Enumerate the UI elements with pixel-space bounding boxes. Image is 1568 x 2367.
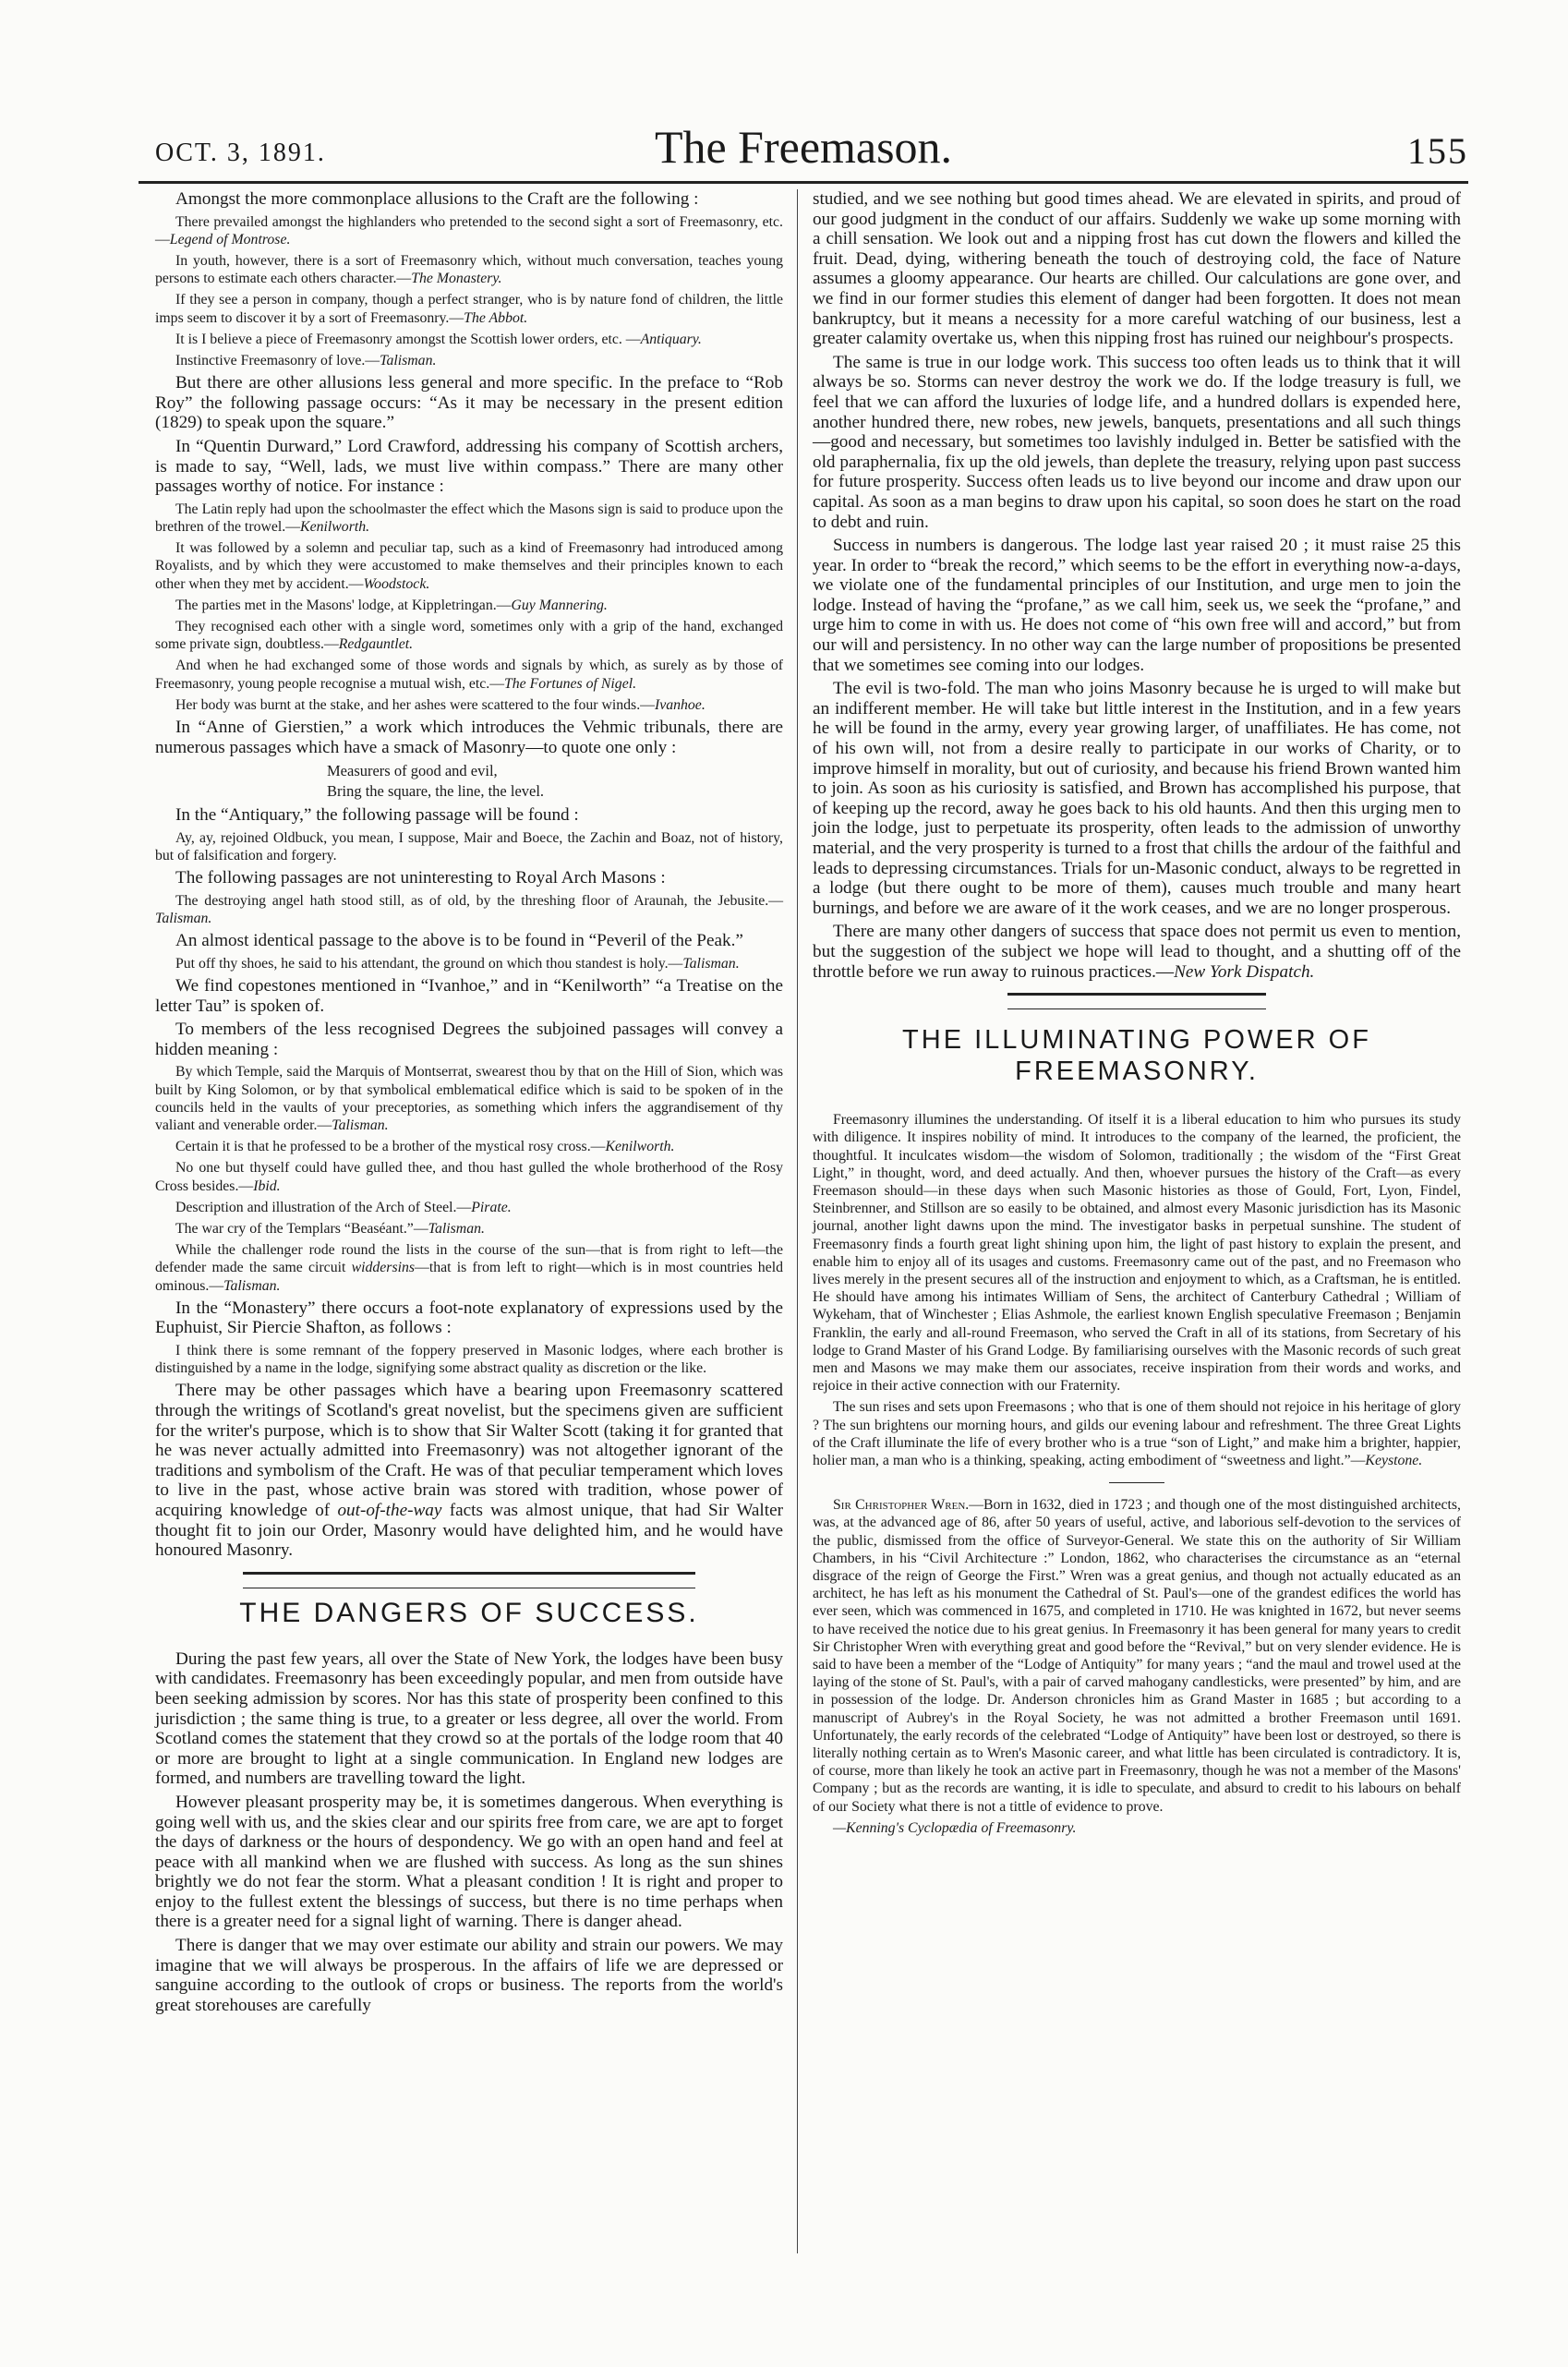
paragraph: The following passages are not uninteresting to Royal Arch Masons :	[175, 868, 666, 888]
wren-article	[813, 1496, 1461, 1837]
dangers-article	[155, 1649, 783, 2016]
section-divider	[1109, 1482, 1164, 1483]
quotation: And when he had exchanged some of those words and signals by which, as surely as by those of Freemasonry, young people recognise a mutual wish, etc.—The Fortunes of Nigel.	[155, 658, 783, 692]
column-divider	[797, 189, 798, 2253]
quotation: It is I believe a piece of Freemasonry amongst the Scottish lower orders, etc. —Antiquary.	[175, 331, 702, 347]
verse	[155, 761, 783, 802]
paragraph: There is danger that we may over estimate our ability and strain our powers. We may imagine that we will always be prosperous. In the affairs of life we are depressed or sanguine according to the outlook of crops or business. The reports from the world's great storehouses are carefully	[155, 1936, 783, 2015]
quotation: The war cry of the Templars “Beaséant.”—Talisman.	[175, 1221, 485, 1237]
quotation: The parties met in the Masons' lodge, at Kippletringan.—Guy Mannering.	[175, 597, 608, 613]
quotation: It was followed by a solemn and peculiar tap, such as a kind of Freemasonry had introduced among Royalists, and by which they were accustomed to make themselves and their principles known to each other when they met by accident.—Woodstock.	[155, 540, 783, 592]
paragraph: The same is true in our lodge work. This success too often leads us to think that it will always be so. Storms can never destroy the work we do. If the lodge treasury is full, we feel that we can afford the luxuries of lodge life, and a hundred dollars is expended here, another hundred there, new robes, new jewels, banquets, presentations and all such things—good and necessary, but sometimes too lavishly indulged in. Better be satisfied with the old paraphernalia, fix up the old jewels, than deplete the treasury, relying upon past success for future prosperity. Success often leads us to live beyond our income and draw upon our capital. As soon as a man begins to draw upon his capital, so soon does he start on the road to debt and ruin.	[813, 352, 1461, 532]
illuminating-article	[813, 1111, 1461, 1469]
quotation: In youth, however, there is a sort of Freemasonry which, without much conversation, teaches young persons to estimate each others character.—The Monastery.	[155, 253, 783, 287]
paragraph: Freemasonry illumines the understanding. Of itself it is a liberal education to him who pursues its study with diligence. It inspires nobility of mind. It introduces to the company of the learned, the proficient, the thoughtful. It inculcates wisdom—the wisdom of Solomon, traditionally ; the wisdom of the “First Great Light,” in thought, word, and deed actually. And then, whoever pursues the history of the Craft—as every Freemason should—in these days when such Masonic histories as those of Gould, Fort, Lyon, Findel, Steinbrenner, and Stillson are so easily to be obtained, and almost every Masonic jurisdiction has its Masonic journal, another light dawns upon the mind. The investigator basks in perpetual sunshine. The student of Freemasonry finds a fourth great light shining upon him, the light of past history to explain the present, and enable him to enjoy all of its usages and customs. Freemasonry came out of the past, and no Freemason who lives merely in the present secures all of the instruction and enjoyment to which, as a Craftsman, he is entitled. He should have among his intimates William of Sens, the architect of Canterbury Cathedral ; William of Wykeham, that of Winchester ; Elias Ashmole, the earliest known English speculative Freemason ; Benjamin Franklin, the early and all-round Freemason, who served the Craft in all of its stations, from Secretary of his lodge to Grand Master of his Grand Lodge. By familiarising ourselves with the Masonic records of such great men and Masons we may make them our associates, receive inspiration from their words and works, and rejoice in their active connection with our Fraternity.	[813, 1112, 1461, 1395]
paragraph: But there are other allusions less general and more specific. In the preface to “Rob Roy” the following passage occurs: “As it may be necessary in the present edition (1829) to speak upon the square.”	[155, 373, 783, 433]
quotation: The Latin reply had upon the schoolmaster the effect which the Masons sign is said to produce upon the brethren of the trowel.—Kenilworth.	[155, 501, 783, 535]
article-intro: Amongst the more commonplace allusions to the Craft are the following :	[175, 189, 699, 209]
quotation: There prevailed amongst the highlanders who pretended to the second sight a sort of Freemasonry, etc.—Legend of Montrose.	[155, 213, 783, 248]
quotation: By which Temple, said the Marquis of Montserrat, swearest thou by that on the Hill of Sion, which was built by King Solomon, or by that symbolical emblematical edifice which is said to be spoken of in the councils held in the vaults of your preceptories, as something which infers the aggrandisement of thy valiant and venerable order.—Talisman.	[155, 1064, 783, 1133]
verse-line: Measurers of good and evil,	[327, 762, 498, 780]
dangers-article-continued	[813, 189, 1461, 982]
section-divider	[243, 1572, 695, 1588]
quotation: If they see a person in company, though a perfect stranger, who is by nature fond of children, the little imps seem to discover it by a sort of Freemasonry.—The Abbot.	[155, 292, 783, 326]
paragraph: There may be other passages which have a bearing upon Freemasonry scattered through the writings of Scotland's great novelist, but the specimens given are sufficient for the writer's purpose, which is to show that Sir Walter Scott (taking it for granted that he was never actually admitted into Freemasonry) was not altogether ignorant of the traditions and symbolism of the Craft. He was of that peculiar temperament which loves to live in the past, whose active brain was stored with tradition, whose power of acquiring knowledge of out-of-the-way facts was almost unique, that had Sir Walter thought fit to join our Order, Masonry would have delighted him, and he would have honoured Masonry.	[155, 1381, 784, 1561]
quotation: They recognised each other with a single word, sometimes only with a grip of the hand, exchanged some private sign, doubtless.—Redgauntlet.	[155, 619, 783, 653]
scott-article	[155, 189, 783, 210]
article-heading: THE DANGERS OF SUCCESS.	[239, 1597, 699, 1628]
quotation: Her body was burnt at the stake, and her ashes were scattered to the four winds.—Ivanhoe.	[175, 696, 706, 713]
paragraph: The sun rises and sets upon Freemasons ; who that is one of them should not rejoice in his heritage of glory ? The sun brightens our morning hours, and gilds our evening labour and refreshment. The three Great Lights of the Craft illuminate the life of every brother who is a true “son of Light,” and make him a brighter, happier, holier man, a man who is a thinking, speaking, acting embodiment of “sweetness and light.”—Keystone.	[813, 1399, 1461, 1469]
paragraph: An almost identical passage to the above is to be found in “Peveril of the Peak.”	[175, 931, 743, 951]
quotation: Certain it is that he professed to be a brother of the mystical rosy cross.—Kenilworth.	[175, 1139, 675, 1155]
quotation: Put off thy shoes, he said to his attendant, the ground on which thou standest is holy.—Talisman.	[175, 955, 740, 972]
paragraph: In the “Monastery” there occurs a foot-note explanatory of expressions used by the Euphuist, Sir Piercie Shafton, as follows :	[155, 1298, 783, 1338]
paragraph: Sir Christopher Wren.—Born in 1632, died in 1723 ; and though one of the most distinguished architects, was, at the advanced age of 86, after 50 years of useful, active, and laborious self-devotion to the services of the public, dismissed from the office of Surveyor-General. We state this on the authority of Sir William Chambers, in his “Civil Architecture :” London, 1862, who characterises the circumstance as an “eternal disgrace of the reign of George the First.” Wren was a great genius, and though not actually educated as an architect, he has left as his monument the Cathedral of St. Paul's—one of the grandest edifices the world has ever seen, which was commenced in 1675, and completed in 1710. He was knighted in 1672, but never seems to have received the notice due to his great genius. In Freemasonry it has been general for many years to credit Sir Christopher Wren with everything great and good before the “Revival,” but on very slender evidence. He is said to have been a member of the “Lodge of Antiquity” for many years ; “and the maul and trowel used at the laying of the stone of St. Paul's, with a pair of carved mahogany candlesticks, were presented” by him, and are in possession of the lodge. Dr. Anderson chronicles him as Grand Master in 1685 ; but according to a manuscript of Aubrey's in the Royal Society, he was not admitted a brother Freemason until 1691. Unfortunately, the early records of the celebrated “Lodge of Antiquity” have been lost or destroyed, so there is literally nothing certain as to Wren's Masonic career, and what little has been circulated is contradictory. It is, of course, more than likely he took an active part in Freemasonry, though he was not a member of the Masons' Company ; but as the records are wanting, it is idle to speculate, and absurd to credit to his labours on behalf of our Society what there is not a tittle of evidence to prove.	[813, 1497, 1461, 1815]
quotation: Description and illustration of the Arch of Steel.—Pirate.	[175, 1199, 512, 1215]
article-heading: THE ILLUMINATING POWER OF FREEMASONRY.	[902, 1025, 1371, 1087]
paragraph: In “Anne of Gierstien,” a work which introduces the Vehmic tribunals, there are numerous passages which have a smack of Masonry—to quote one only :	[155, 718, 783, 757]
newspaper-title: The Freemason.	[654, 121, 953, 173]
paragraph: However pleasant prosperity may be, it is sometimes dangerous. When everything is going well with us, and the skies clear and our spirits free from care, we are apt to forget the days of darkness or the hours of despondency. We go with an open hand and feel at peace with all mankind when we are flushed with success. As long as the sun shines brightly we do not fear the storm. What a pleasant condition ! It is right and proper to enjoy to the fullest extent the blessings of success, but there is no time perhaps when there is a greater need for a signal light of warning. There is danger ahead.	[155, 1792, 783, 1932]
quotation: While the challenger rode round the lists in the course of the sun—that is from right to left—the defender made the same circuit widdersins—that is from left to right—which is in most countries held ominous.—Talisman.	[155, 1242, 783, 1294]
wren-name: Sir Christopher Wren.	[833, 1497, 970, 1514]
paragraph: In “Quentin Durward,” Lord Crawford, addressing his company of Scottish archers, is made to say, “Well, lads, we must live within compass.” There are many other passages worthy of notice. For instance :	[155, 437, 783, 497]
citation: —Kenning's Cyclopædia of Freemasonry.	[833, 1819, 1077, 1836]
quotation: Ay, ay, rejoined Oldbuck, you mean, I suppose, Mair and Boece, the Zachin and Boaz, not of history, but of falsification and forgery.	[155, 829, 783, 863]
paragraph: To members of the less recognised Degrees the subjoined passages will convey a hidden meaning :	[155, 1020, 783, 1059]
section-divider	[1007, 993, 1267, 1009]
paragraph: During the past few years, all over the State of New York, the lodges have been busy with candidates. Freemasonry has been exceedingly popular, and men from outside have been seeking admission by scores. Nor has this state of prosperity been confined to this jurisdiction ; the same thing is true, to a greater or less degree, all over the world. From Scotland comes the statement that they crowd so at the portals of the lodge room that 40 or more are brought to light at a single communication. In England new lodges are formed, and numbers are travelling toward the light.	[155, 1648, 783, 1789]
quotation-block	[155, 1063, 783, 1294]
right-column	[813, 189, 1461, 1841]
page-number: 155	[1407, 130, 1468, 172]
paragraph: studied, and we see nothing but good times ahead. We are elevated in spirits, and proud of our good judgment in the conduct of our affairs. Suddenly we wake up some morning with a chill sensation. We look out and a nipping frost has cut down the flowers and killed the fruit. Dead, dying, withering beneath the touch of destroying cold, the face of Nature assumes a gloomy appearance. Our hearts are chilled. Our calculations are gone over, and we find in our former studies this element of danger had been forgotten. It does not mean bankruptcy, but it means a necessity for a more careful watching of our business, lest a greater calamity overtake us, when this nipping frost has ruined our neighbour's prospects.	[813, 189, 1461, 349]
paragraph: There are many other dangers of success that space does not permit us even to mention, but the suggestion of the subject we hope will lead to thought, and a shutting off of the throttle before we run away to ruinous practices.—New York Dispatch.	[813, 922, 1461, 982]
verse-line: Bring the square, the line, the level.	[327, 782, 545, 801]
masthead	[139, 118, 1468, 183]
paragraph: In the “Antiquary,” the following passage will be found :	[175, 805, 579, 826]
paragraph: Success in numbers is dangerous. The lodge last year raised 20 ; it must raise 25 this year. In order to “break the record,” which seems to be the effort in everything now-a-days, we violate one of the fundamental principles of our Institution, and urge men to join the lodge. Instead of having the “profane,” as we call him, seek us, we seek the “profane,” and urge him to come in with us. He does not come of “his own free will and accord,” but from our will and persistency. In no other way can the large number of propositions be presented that we sometimes see coming into our lodges.	[813, 536, 1461, 675]
quotation: I think there is some remnant of the foppery preserved in Masonic lodges, where each brother is distinguished by a name in the lodge, signifying some abstract quality as discretion or the like.	[155, 1343, 783, 1377]
masthead-rule	[139, 181, 1468, 184]
quotation-block	[155, 501, 783, 714]
quotation: No one but thyself could have gulled thee, and thou hast gulled the whole brotherhood of the Rosy Cross besides.—Ibid.	[155, 1160, 783, 1194]
quotation: The destroying angel hath stood still, as of old, by the threshing floor of Araunah, the Jebusite.—Talisman.	[155, 892, 783, 926]
quotation-block	[155, 213, 783, 370]
quotation: Instinctive Freemasonry of love.—Talisman.	[175, 353, 437, 369]
paragraph: We find copestones mentioned in “Ivanhoe,” and in “Kenilworth” “a Treatise on the letter Tau” is spoken of.	[155, 976, 783, 1016]
paragraph: The evil is two-fold. The man who joins Masonry because he is urged to will make but an indifferent member. He will take but little interest in the Institution, and in a few years he will be found in the army, every year growing larger, of unaffiliates. He has come, not of his own will, not from a desire really to participate in our works of Charity, or to improve himself in morality, but out of curiosity, and because his friend Brown wanted him to join. As soon as his curiosity is satisfied, and Brown has accomplished his purpose, that of keeping up the record, away he goes back to his old haunts. And then this urging men to join the lodge, just to perpetuate its prosperity, often leads to the admission of unworthy material, and the very prosperity is turned to a frost that chills the ardour of the faithful and leads to depressing circumstances. Trials for un-Masonic conduct, always to be regretted in a lodge (but there ought to be more of them), causes much trouble and many heart burnings, and before we are aware of it the work ceases, and we are no longer prosperous.	[813, 679, 1461, 918]
issue-date: OCT. 3, 1891.	[155, 139, 326, 167]
left-column	[155, 189, 783, 2019]
